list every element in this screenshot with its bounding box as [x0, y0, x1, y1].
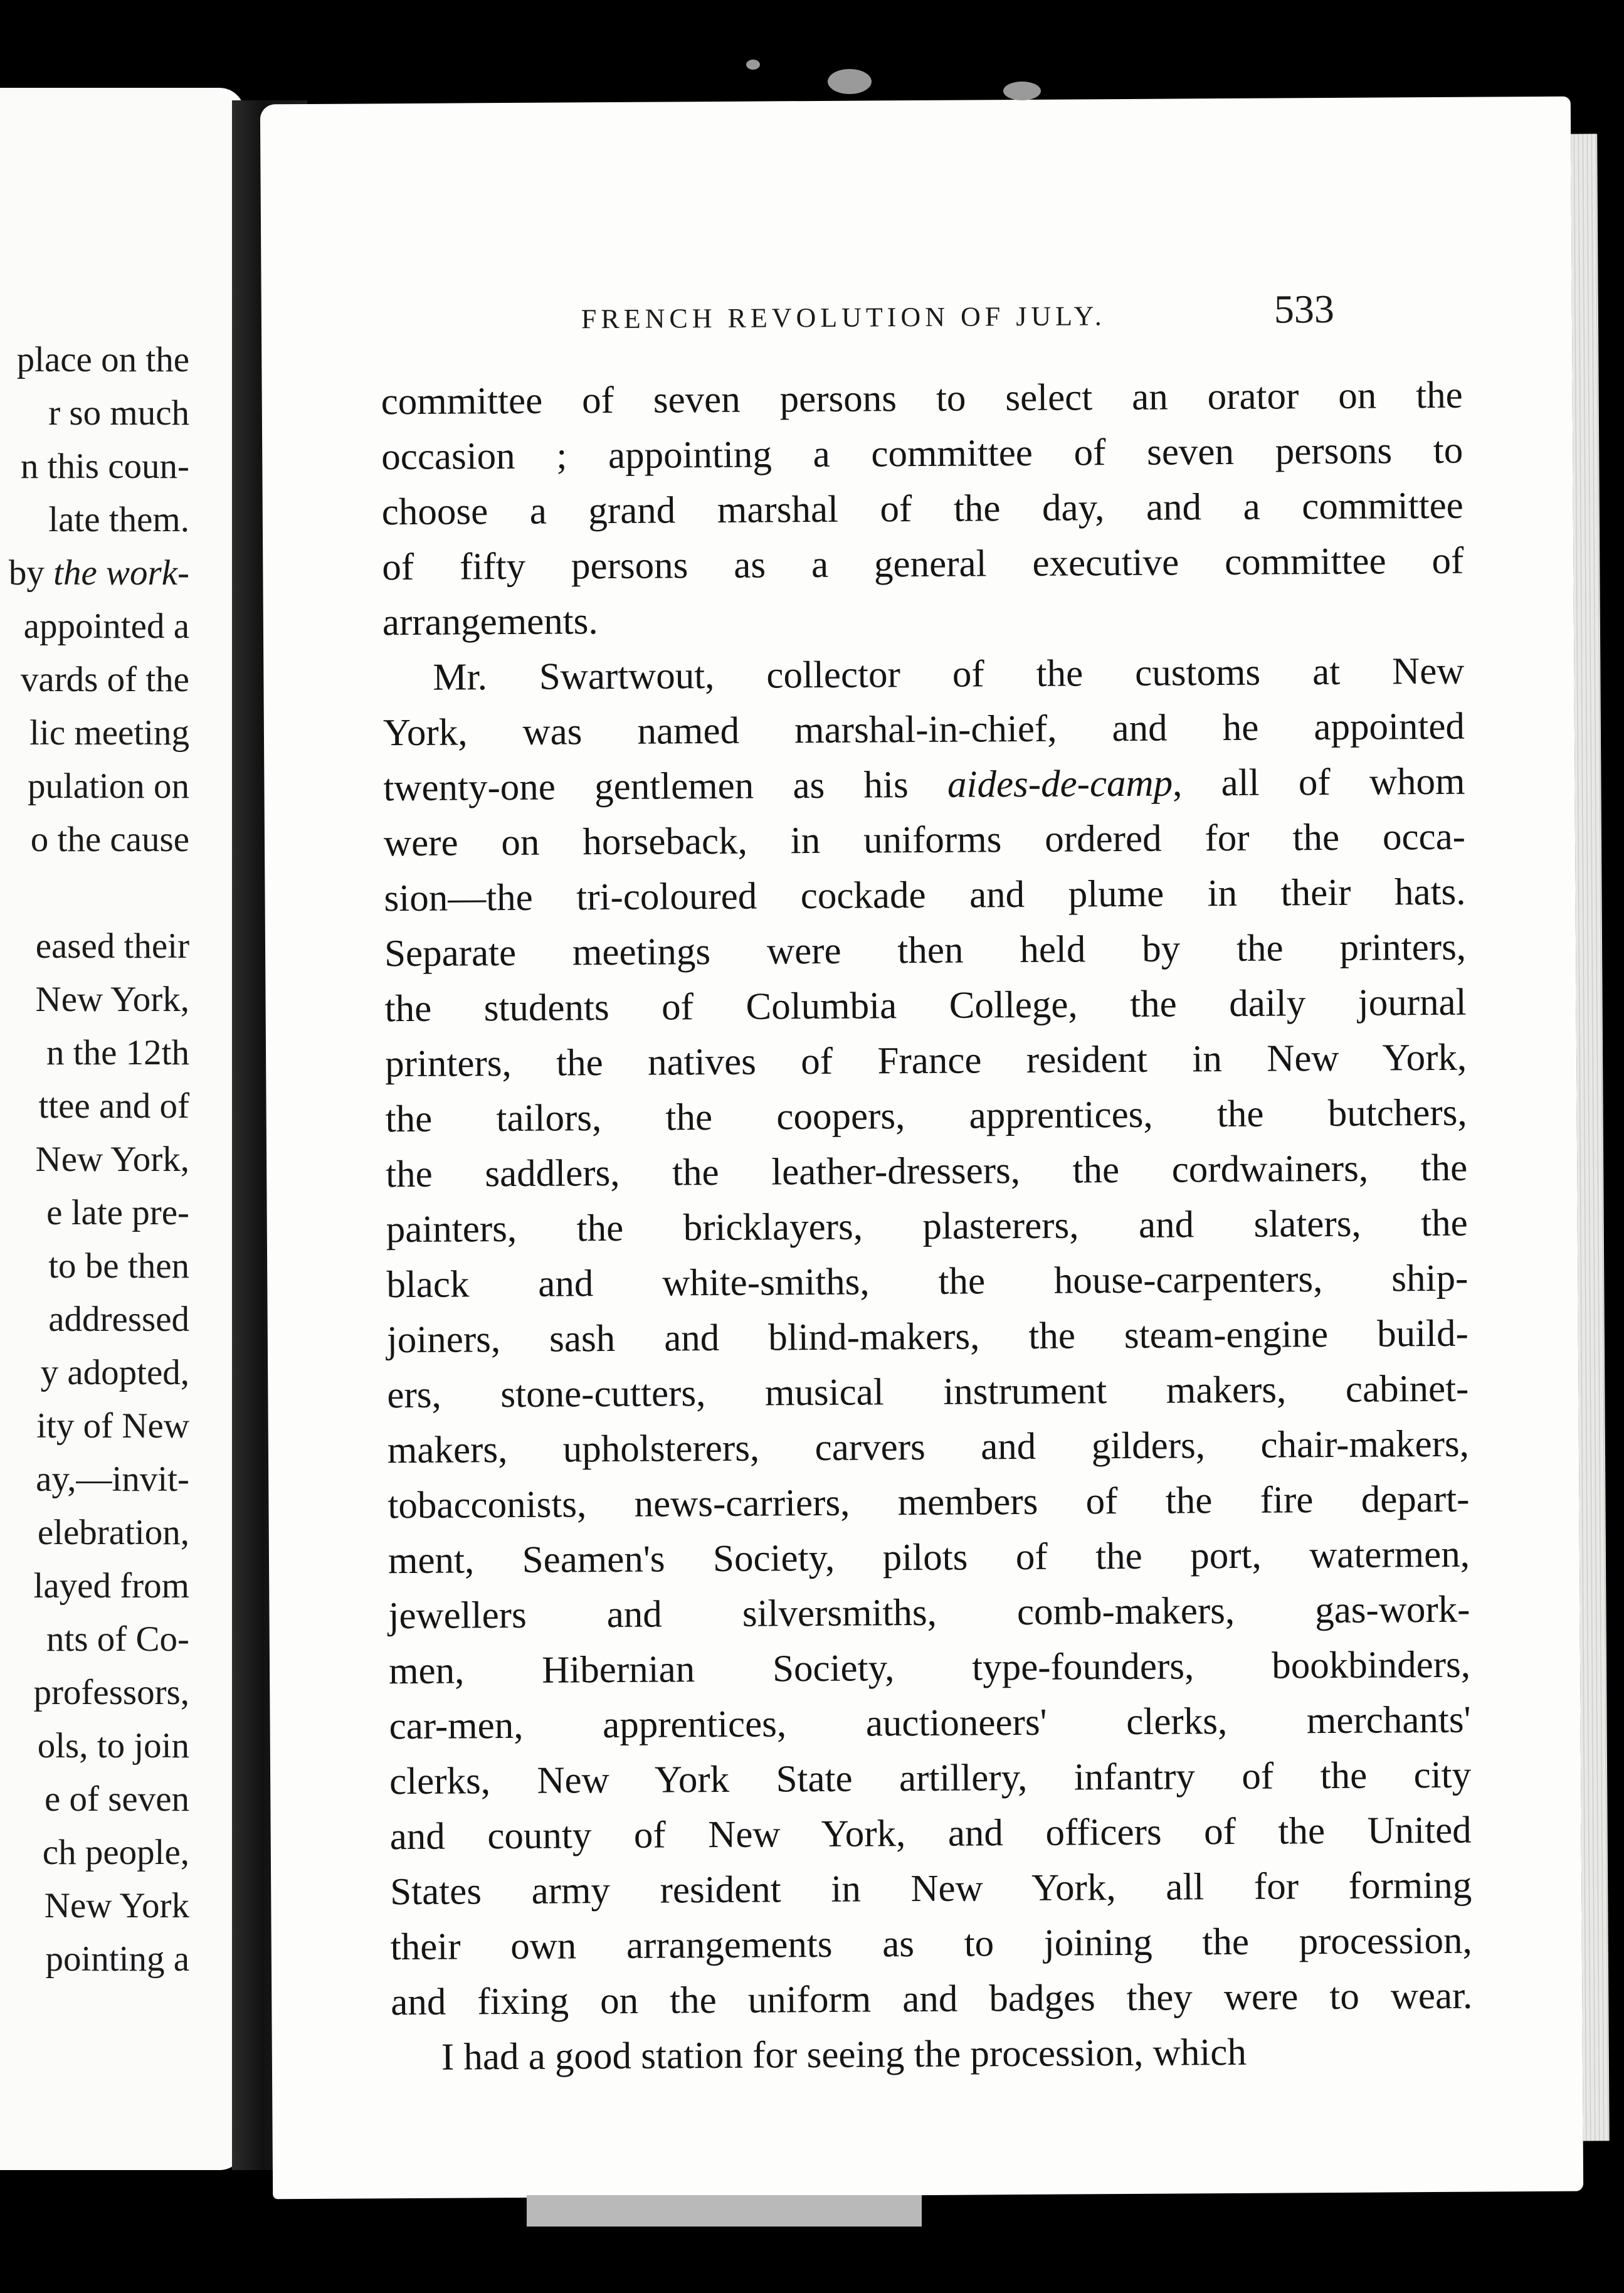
dust-speck	[828, 69, 872, 94]
left-page-line: by the work-	[8, 553, 189, 593]
left-page-line: lic meeting	[29, 713, 189, 753]
body-line: choose a grand marshal of the day, and a committee	[381, 484, 1463, 534]
body-line: car-men, apprentices, auctioneers' clerks, merchants'	[389, 1698, 1471, 1748]
left-page-line: to be then	[48, 1246, 189, 1286]
body-line: their own arrangements as to joining the procession,	[390, 1919, 1472, 1969]
left-page-line: addressed	[48, 1300, 189, 1339]
body-line: jewellers and silversmiths, comb-makers, gas-work-	[388, 1588, 1470, 1638]
body-line: twenty-one gentlemen as his aides-de-camp, all of whom	[383, 760, 1465, 810]
body-line: black and white-smiths, the house-carpenters, ship-	[386, 1257, 1468, 1306]
left-page-line: ay,—invit-	[36, 1459, 189, 1499]
body-line: sion—the tri-coloured cockade and plume in their hats.	[384, 871, 1466, 920]
body-line: ers, stone-cutters, musical instrument makers, cabinet-	[387, 1367, 1469, 1417]
body-line: occasion ; appointing a committee of seven persons to	[381, 429, 1463, 479]
left-page-line: vards of the	[20, 660, 189, 699]
body-line: States army resident in New York, all for forming	[390, 1864, 1472, 1914]
left-page-line: place on the	[16, 340, 189, 379]
body-line: York, was named marshal-in-chief, and he appointed	[382, 705, 1465, 755]
left-page-line: New York,	[35, 980, 189, 1019]
body-line: tobacconists, news-carriers, members of the fire depart-	[388, 1478, 1470, 1527]
body-line: arrangements.	[382, 600, 598, 644]
left-page-line: n the 12th	[46, 1033, 189, 1072]
body-line: men, Hibernian Society, type-founders, bookbinders,	[388, 1643, 1471, 1693]
page-tab	[527, 2195, 922, 2227]
left-page-line: e late pre-	[46, 1193, 189, 1232]
body-line: were on horseback, in uniforms ordered for the occa-	[383, 815, 1466, 865]
book-page-right	[260, 97, 1583, 2200]
running-head: FRENCH REVOLUTION OF JULY.	[581, 300, 1106, 335]
body-line: clerks, New York State artillery, infantry of the city	[389, 1754, 1472, 1803]
facing-page-left	[0, 88, 245, 2170]
left-page-line: pointing a	[45, 1939, 189, 1979]
left-page-line: ttee and of	[38, 1086, 189, 1126]
body-line: joiners, sash and blind-makers, the steam-engine build-	[386, 1312, 1469, 1362]
left-page-line: layed from	[33, 1566, 189, 1606]
body-line: committee of seven persons to select an orator on the	[381, 374, 1463, 423]
left-page-line: New York,	[35, 1140, 189, 1179]
left-page-line: r so much	[48, 393, 189, 433]
left-page-line: ity of New	[36, 1406, 189, 1446]
left-page-line: ols, to join	[37, 1726, 189, 1766]
left-page-line: ch people,	[42, 1833, 189, 1872]
body-line: the saddlers, the leather-dressers, the cordwainers, the	[386, 1146, 1468, 1196]
body-line: makers, upholsterers, carvers and gilders, chair-makers,	[387, 1422, 1470, 1472]
body-line: Separate meetings were then held by the printers,	[384, 926, 1467, 975]
left-page-line: pulation on	[27, 766, 189, 806]
dust-speck	[1003, 82, 1041, 100]
page-edges	[1571, 134, 1610, 2141]
dust-speck	[746, 60, 760, 70]
page-number: 533	[1273, 286, 1335, 332]
body-line: ment, Seamen's Society, pilots of the port, watermen,	[388, 1533, 1470, 1582]
body-line: painters, the bricklayers, plasterers, and slaters, the	[386, 1202, 1468, 1251]
body-line: Mr. Swartwout, collector of the customs at New	[433, 650, 1465, 699]
left-page-line: New York	[44, 1886, 189, 1925]
left-page-line: n this coun-	[20, 447, 189, 486]
left-page-line: y adopted,	[40, 1353, 189, 1392]
left-page-line: professors,	[33, 1673, 189, 1712]
left-page-line: appointed a	[23, 606, 189, 646]
body-line: I had a good station for seeing the procession, which	[441, 2031, 1247, 2079]
body-line: the students of Columbia College, the daily journal	[384, 981, 1467, 1030]
left-page-line: elebration,	[37, 1513, 189, 1552]
body-line: the tailors, the coopers, apprentices, the butchers,	[385, 1091, 1467, 1141]
body-line: and fixing on the uniform and badges they were to wear.	[391, 1974, 1473, 2024]
left-page-line: e of seven	[44, 1779, 189, 1819]
body-line: and county of New York, and officers of the United	[389, 1809, 1472, 1858]
left-page-line: late them.	[48, 500, 189, 539]
left-page-line: nts of Co-	[46, 1619, 189, 1659]
left-page-line: o the cause	[30, 820, 189, 859]
body-line: of fifty persons as a general executive committee of	[382, 539, 1464, 589]
body-line: printers, the natives of France resident in New York,	[384, 1036, 1467, 1086]
left-page-line: eased their	[35, 926, 189, 966]
